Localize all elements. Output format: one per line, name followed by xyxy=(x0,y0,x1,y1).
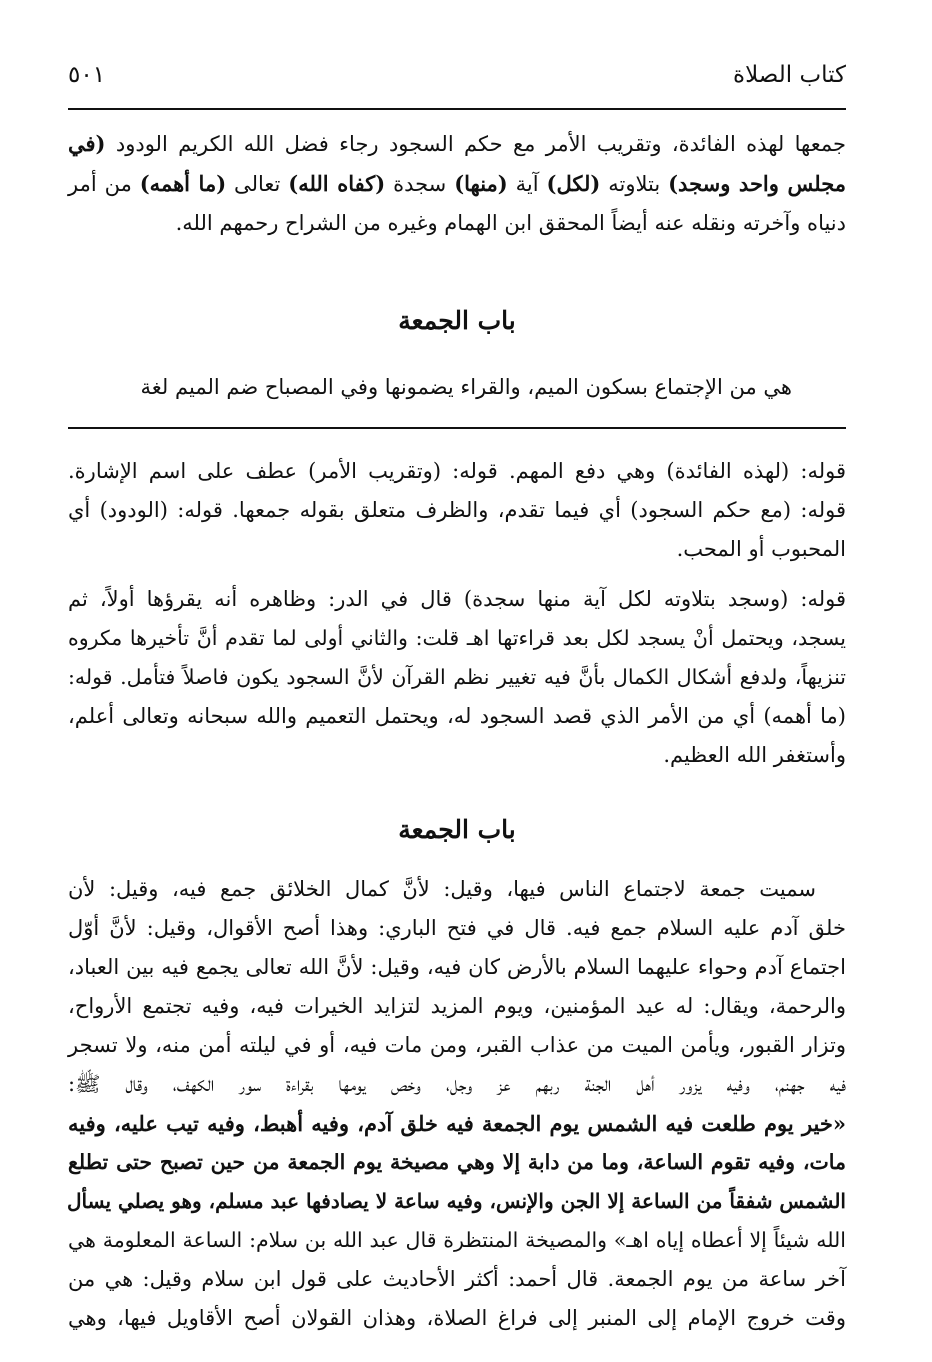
notes-block-1 xyxy=(68,452,846,569)
body-line: الله شيئاً إلا أعطاه إياه اهـ» والمصيخة المنتظرة قال عبد الله بن سلام: الساعة المعلومة هي xyxy=(68,1228,846,1252)
body-line: «خير يوم طلعت فيه الشمس يوم الجمعة فيه خلق آدم، وفيه أهبط، وفيه تيب عليه، وفيه xyxy=(68,1111,846,1136)
intro-paragraph xyxy=(68,368,846,407)
note-line: قوله: (مع حكم السجود) أي فيما تقدم، والظرف متعلق بقوله جمعها. قوله: (الودود) أي xyxy=(68,498,846,522)
text-line: هي من الإجتماع بسكون الميم، والقراء يضمونها وفي المصباح ضم الميم لغة xyxy=(140,375,792,399)
notes-block-2 xyxy=(68,580,846,775)
header-rule xyxy=(68,108,846,110)
book-page xyxy=(68,0,846,1362)
body-line: اجتماع آدم وحواء عليهما السلام بالأرض كان فيه، وقيل: لأنَّ الله تعالى يجمع فيه بين العباد، xyxy=(68,955,846,979)
note-line: يسجد، ويحتمل أنْ يسجد لكل بعد قراءتها اهـ قلت: والثاني أولى لما تقدم أنَّ تأخيرها مكروه xyxy=(68,626,846,650)
note-line: وأستغفر الله العظيم. xyxy=(663,743,846,767)
running-title: كتاب الصلاة xyxy=(733,62,846,88)
text-line: دنياه وآخرته ونقله عنه أيضاً المحقق ابن الهمام وغيره من الشراح رحمهم الله. xyxy=(175,211,846,235)
text-line: مجلس واحد وسجد) بتلاوته (لكل) آية (منها) سجدة (كفاه الله) تعالى (ما أهمه) من أمر xyxy=(68,171,846,196)
body-line: سميت جمعة لاجتماع الناس فيها، وقيل: لأنَّ كمال الخلائق جمع فيه، وقيل: لأن xyxy=(68,877,816,901)
text-line: جمعها لهذه الفائدة، وتقريب الأمر مع حكم السجود رجاء فضل الله الكريم الودود (في xyxy=(68,131,846,156)
body-line: مات، وفيه تقوم الساعة، وما من دابة إلا وهي مصيخة يوم الجمعة من حين تصبح حتى تطلع xyxy=(68,1150,846,1174)
body-line: وتزار القبور، ويأمن الميت من عذاب القبر، ومن مات فيه، أو في ليلته أمن منه، ولا تسجر xyxy=(68,1033,846,1057)
note-line: تنزيهاً، ولدفع أشكال الكمال بأنَّ فيه تغيير نظم القرآن لأنَّ السجود يكون فاصلاً فتأمل. قوله: xyxy=(68,665,846,689)
body-line: آخر ساعة من يوم الجمعة. قال أحمد: أكثر الأحاديث على قول ابن سلام وقيل: هي من xyxy=(68,1267,846,1291)
note-line: قوله: (وسجد بتلاوته لكل آية منها سجدة) قال في الدر: وظاهره أنه يقرؤها أولاً، ثم xyxy=(68,587,846,611)
body-line: وقت خروج الإمام إلى المنبر إلى فراغ الصلاة، وهذان القولان أصح الأقاويل فيها، وهي xyxy=(68,1306,846,1330)
note-line: قوله: (لهذه الفائدة) وهي دفع المهم. قوله: (وتقريب الأمر) عطف على اسم الإشارة. xyxy=(68,459,846,483)
footnote-rule xyxy=(68,427,846,429)
page-header xyxy=(68,62,846,96)
note-line: (ما أهمه) أي من الأمر الذي قصد السجود له، ويحتمل التعميم والله سبحانه وتعالى أعلم، xyxy=(68,704,846,728)
body-line: الشمس شفقاً من الساعة إلا الجن والإنس، وفيه ساعة لا يصادفها عبد مسلم، وهو يصلي يسأل xyxy=(66,1189,846,1213)
body-paragraph xyxy=(68,870,846,1338)
body-line: فيه جهنم، وفيه يزور أهل الجنة ربهم عز وجل، وخص يومها بقراءة سور الكهف، وقال ﷺ: xyxy=(68,1072,846,1096)
page-number: ٥٠١ xyxy=(68,62,106,88)
top-paragraph xyxy=(68,124,846,243)
body-line: والرحمة، ويقال: له عيد المؤمنين، ويوم المزيد لتزايد الخيرات فيه، وفيه تجتمع الأرواح، xyxy=(68,994,846,1018)
section-heading-2: باب الجمعة xyxy=(398,815,516,844)
note-line: المحبوب أو المحب. xyxy=(676,537,846,561)
body-line: خلق آدم عليه السلام جمع فيه. قال في فتح الباري: وهذا أصح الأقوال، وقيل: لأنَّ أوّل xyxy=(68,916,846,940)
section-heading: باب الجمعة xyxy=(398,306,516,335)
